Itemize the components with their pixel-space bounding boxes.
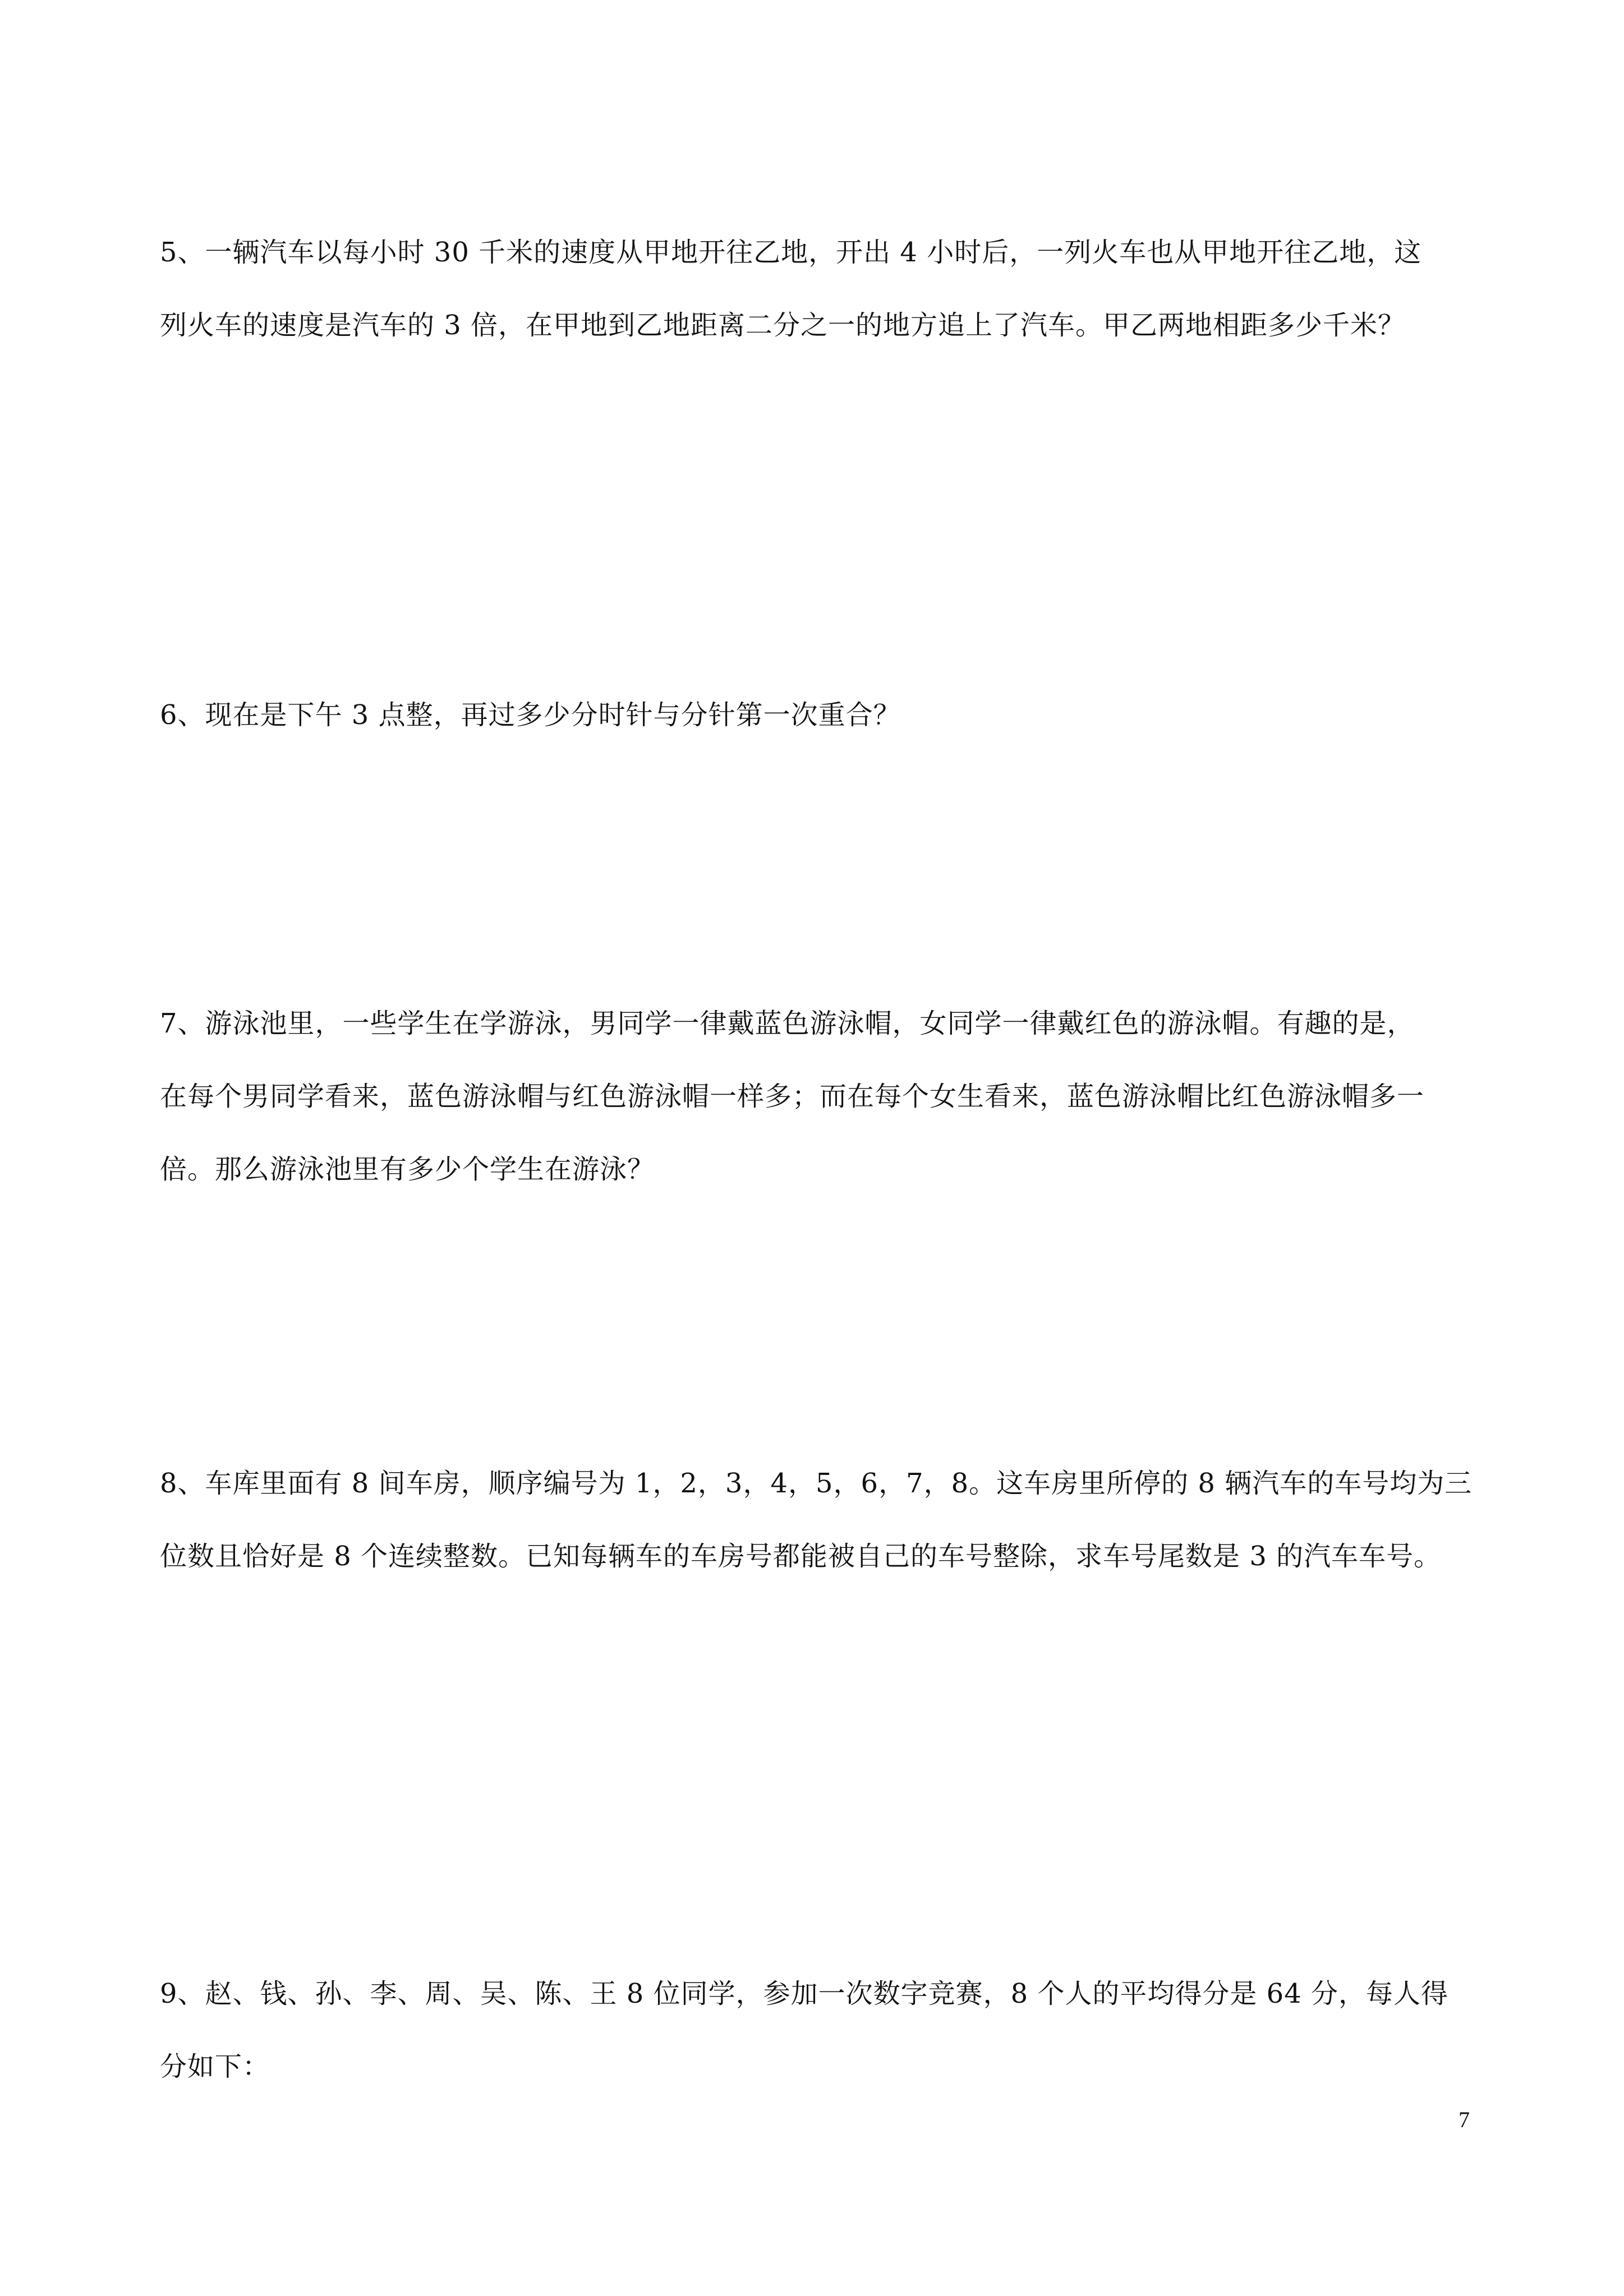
problem-5-line-1: 5、一辆汽车以每小时 30 千米的速度从甲地开往乙地，开出 4 小时后，一列火车也从甲地开往乙地，这 [160, 237, 1422, 268]
page-number: 7 [1459, 2107, 1470, 2132]
problem-8-line-1: 8、车库里面有 8 间车房，顺序编号为 1，2，3，4，5，6，7，8。这车房里所停的 8 辆汽车的车号均为三 [160, 1468, 1473, 1499]
problem-9 [160, 1957, 1470, 2103]
problem-6 [160, 679, 1470, 751]
problem-8-line-2: 位数且恰好是 8 个连续整数。已知每辆车的车房号都能被自己的车号整除，求车号尾数是 3 的汽车车号。 [160, 1541, 1442, 1572]
problem-7-line-1: 7、游泳池里，一些学生在学游泳，男同学一律戴蓝色游泳帽，女同学一律戴红色的游泳帽。有趣的是， [160, 1008, 1415, 1039]
problem-8 [160, 1447, 1473, 1593]
problem-6-line-1: 6、现在是下午 3 点整，再过多少分时针与分针第一次重合？ [160, 699, 901, 731]
problem-7-line-3: 倍。那么游泳池里有多少个学生在游泳？ [160, 1154, 655, 1185]
problem-7 [160, 987, 1470, 1206]
problem-5 [160, 216, 1470, 362]
problem-9-line-2: 分如下： [160, 2051, 270, 2082]
problem-5-line-2: 列火车的速度是汽车的 3 倍，在甲地到乙地距离二分之一的地方追上了汽车。甲乙两地相距多少千米？ [160, 310, 1406, 341]
problem-7-line-2: 在每个男同学看来，蓝色游泳帽与红色游泳帽一样多；而在每个女生看来，蓝色游泳帽比红色游泳帽多一 [160, 1081, 1425, 1112]
problem-9-line-1: 9、赵、钱、孙、李、周、吴、陈、王 8 位同学，参加一次数字竞赛，8 个人的平均得分是 64 分，每人得 [160, 1978, 1448, 2009]
